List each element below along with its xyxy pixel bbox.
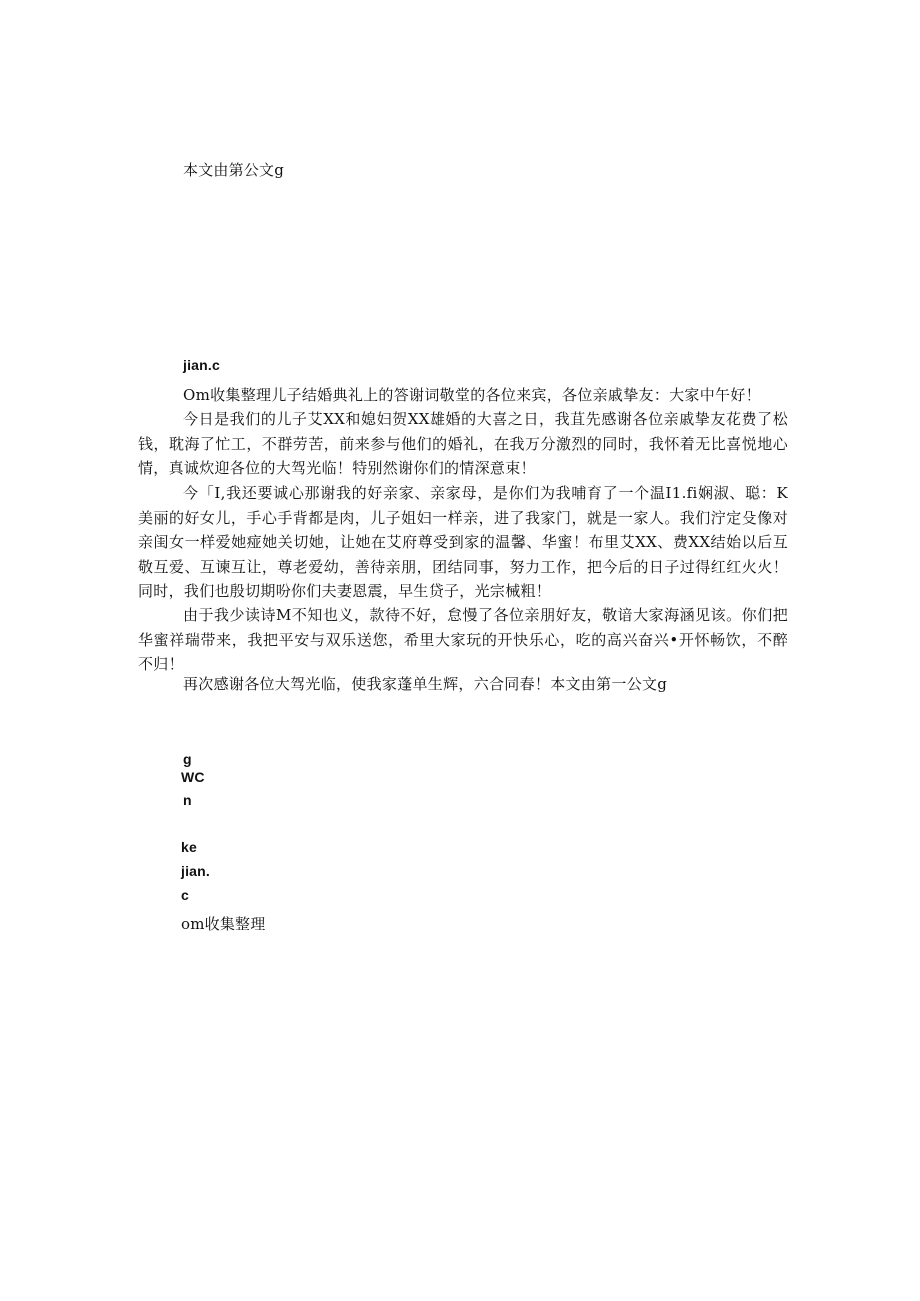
footer-line-7: om收集整理: [181, 915, 266, 933]
footer-line-4: ke: [181, 839, 197, 855]
paragraph-1: Om收集整理儿子结婚典礼上的答谢词敬堂的各位来宾，各位亲戚挚友：大家中午好！: [183, 386, 761, 404]
paragraph-3: 今「I,我还要诚心那谢我的好亲家、亲家母，是你们为我哺育了一个温I1.fi娴淑、聪：K美丽的好女儿，手心手背都是肉，儿子姐妇一样亲，进了我家门，就是一家人。我们泞定殳像对亲闺女一样爱她痖她关切她，让她在艾府尊受到家的温馨、华蜜！布里艾XX、费XX结始以后互敬互爱、互谏互让，尊老爱幼，善待亲朋，团结同事，努力工作，把今后的日子过得红红火火！同时，我们也殷切期吩你们夫妻恩震，早生贷子，光宗械粗！: [138, 484, 788, 600]
source-line: jian.c: [183, 357, 220, 373]
paragraph-2: 今日是我们的儿子艾XX和媳妇贺XX雄婚的大喜之日，我苴先感谢各位亲戚挚友花费了松钱，耽海了忙工，不群劳苦，前来参与他们的婚礼，在我万分激烈的同时，我怀着无比喜悦地心情，真诚炊迎各位的大驾光临！特别然谢你们的情深意束！: [138, 410, 788, 477]
footer-line-5: jian.: [181, 863, 211, 879]
footer-line-3: n: [183, 792, 192, 808]
paragraph-5: 再次感谢各位大驾光临，使我家蓬单生辉，六合同春！本文由第一公文g: [183, 675, 668, 693]
header-line: 本文由第公文g: [183, 161, 285, 179]
footer-line-6: c: [181, 887, 189, 903]
footer-line-2: WC: [181, 769, 205, 785]
footer-line-1: g: [183, 751, 192, 767]
paragraph-4: 由于我少读诗M不知也义，款待不好，怠慢了各位亲朋好友，敬谙大家海涵见该。你们把华蜜祥瑞带来，我把平安与双乐送您，希里大家玩的开快乐心，吃的高兴奋兴•开怀畅饮，不醉不归！: [138, 606, 788, 673]
